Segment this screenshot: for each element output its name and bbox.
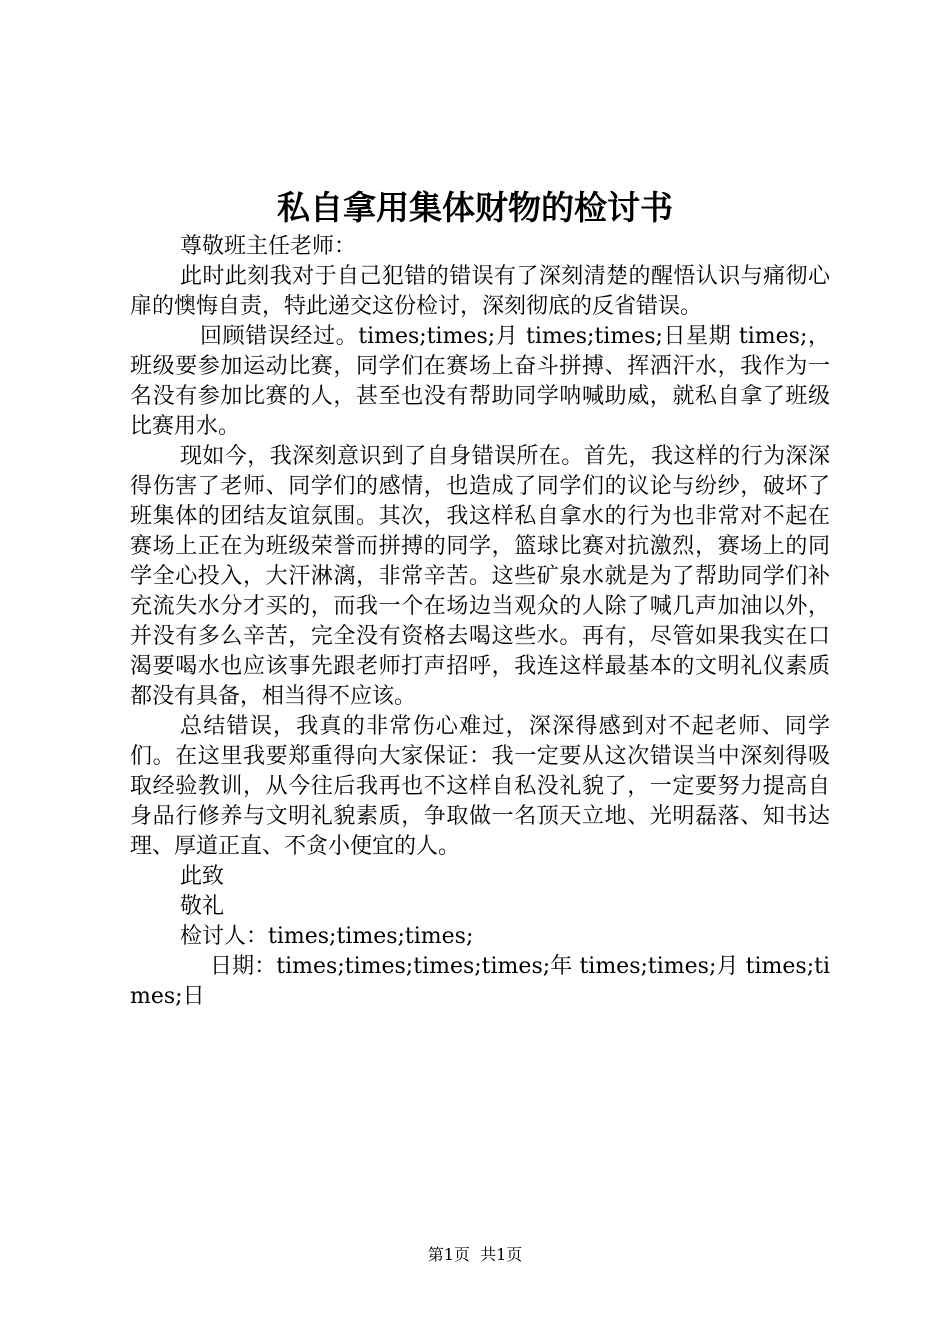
- signer-line: 检讨人：times;times;times;: [180, 924, 474, 949]
- document-title: 私自拿用集体财物的检讨书: [277, 188, 673, 227]
- date-line: 日期：times;times;times;times;年 times;times;月 times;times;日: [130, 954, 830, 1009]
- page-number: 第1页: [427, 1245, 470, 1264]
- paragraph-realization: 现如今，我深刻意识到了自身错误所在。首先，我这样的行为深深得伤害了老师、同学们的感情，也造成了同学们的议论与纷纱，破坏了班集体的团结友谊氛围。其次，我这样私自拿水的行为也非常对不起在赛场上正在为班级荣誉而拼搏的同学，篮球比赛对抗激烈，赛场上的同学全心投入，大汗淋漓，非常辛苦。这些矿泉水就是为了帮助同学们补充流失水分才买的，而我一个在场边当观众的人除了喊几声加油以外，并没有多么辛苦，完全没有资格去喝这些水。再有，尽管如果我实在口渴要喝水也应该事先跟老师打声招呼，我连这样最基本的文明礼仪素质都没有具备，相当得不应该。: [130, 444, 830, 709]
- paragraph-intro: 此时此刻我对于自己犯错的错误有了深刻清楚的醒悟认识与痛彻心扉的懊悔自责，特此递交这份检讨，深刻彻底的反省错误。: [130, 264, 830, 319]
- page-footer: [0, 1244, 950, 1266]
- paragraph-summary: 总结错误，我真的非常伤心难过，深深得感到对不起老师、同学们。在这里我要郑重得向大家保证：我一定要从这次错误当中深刻得吸取经验教训，从今往后我再也不这样自私没礼貌了，一定要努力提高自身品行修养与文明礼貌素质，争取做一名顶天立地、光明磊落、知书达理、厚道正直、不贪小便宜的人。: [130, 714, 830, 859]
- closing-jing-li: 敬礼: [180, 894, 225, 919]
- paragraph-review: 回顾错误经过。times;times;月 times;times;日星期 times;，班级要参加运动比赛，同学们在赛场上奋斗拼搏、挥洒汗水，我作为一名没有参加比赛的人，甚至也没有帮助同学呐喊助威，就私自拿了班级比赛用水。: [130, 324, 830, 439]
- closing-ci-zhi: 此致: [180, 864, 225, 889]
- page-total: 共1页: [480, 1245, 523, 1264]
- salutation: 尊敬班主任老师：: [180, 234, 357, 259]
- document-body: [130, 232, 830, 1012]
